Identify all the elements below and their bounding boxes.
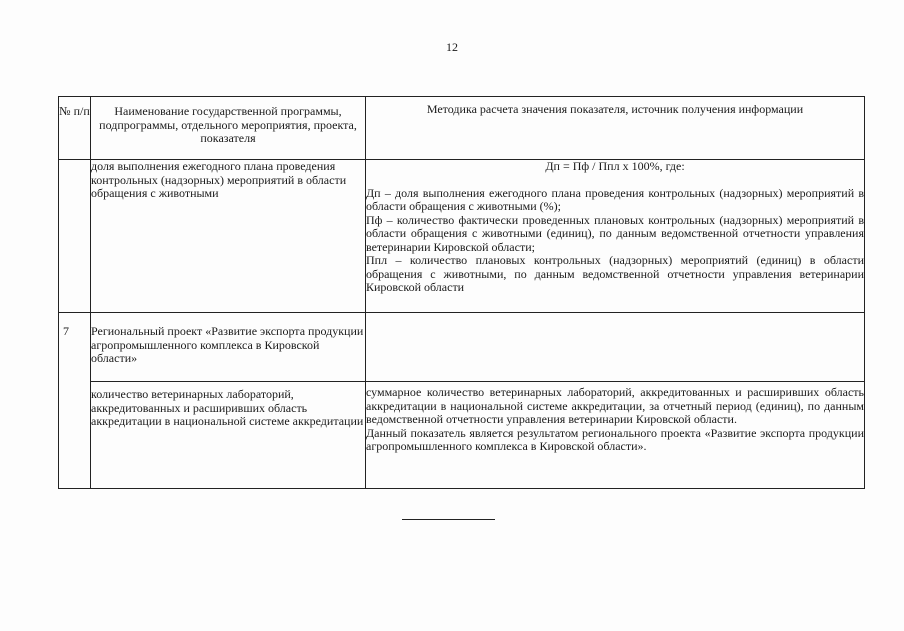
definition-pf: Пф – количество фактически проведенных плановых контрольных (надзорных) мероприятий в области обращения с животными (единиц), по данным ведомственной отчетности управления ветеринарии Кировской области; <box>366 212 864 254</box>
table-row <box>59 382 865 489</box>
row3-method-line-1: суммарное количество ветеринарных лабораторий, аккредитованных и расширивших область аккредитации в национальной системе аккредитации, за отчетный период (единиц), по данным ведомственной отчетности управления ветеринарии Кировской области. <box>366 385 864 426</box>
row2-method <box>366 313 865 382</box>
row2-number: 7 <box>59 313 91 489</box>
header-method: Методика расчета значения показателя, источник получения информации <box>366 97 865 160</box>
row3-method <box>366 382 865 489</box>
row3-name: количество ветеринарных лабораторий, аккредитованных и расширивших область аккредитации в национальной системе аккредитации <box>91 382 366 489</box>
row1-name: доля выполнения ежегодного плана проведения контрольных (надзорных) мероприятий в области обращения с животными <box>91 160 366 313</box>
row2-name: Региональный проект «Развитие экспорта продукции агропромышленного комплекса в Кировской области» <box>91 313 366 382</box>
row1-method <box>366 160 865 313</box>
definition-dp: Дп – доля выполнения ежегодного плана проведения контрольных (надзорных) мероприятий в области обращения с животными (%); <box>366 185 864 213</box>
definition-ppl: Ппл – количество плановых контрольных (надзорных) мероприятий (единиц) в области обращения с животными, по данным ведомственной отчетности управления ветеринарии Кировской области <box>366 253 864 294</box>
table-header-row <box>59 97 865 160</box>
indicator-table <box>58 96 865 489</box>
row1-number <box>59 160 91 313</box>
page-number: 12 <box>446 40 458 54</box>
header-number: № п/п <box>59 97 91 160</box>
bottom-divider <box>402 519 495 520</box>
table-row <box>59 313 865 382</box>
header-name: Наименование государственной программы, подпрограммы, отдельного мероприятия, проекта, показателя <box>91 97 366 160</box>
row3-method-line-2: Данный показатель является результатом регионального проекта «Развитие экспорта продукции агропромышленного комплекса в Кировской области». <box>366 425 864 453</box>
table-row <box>59 160 865 313</box>
formula: Дп = Пф / Ппл х 100%, где: <box>545 159 685 173</box>
